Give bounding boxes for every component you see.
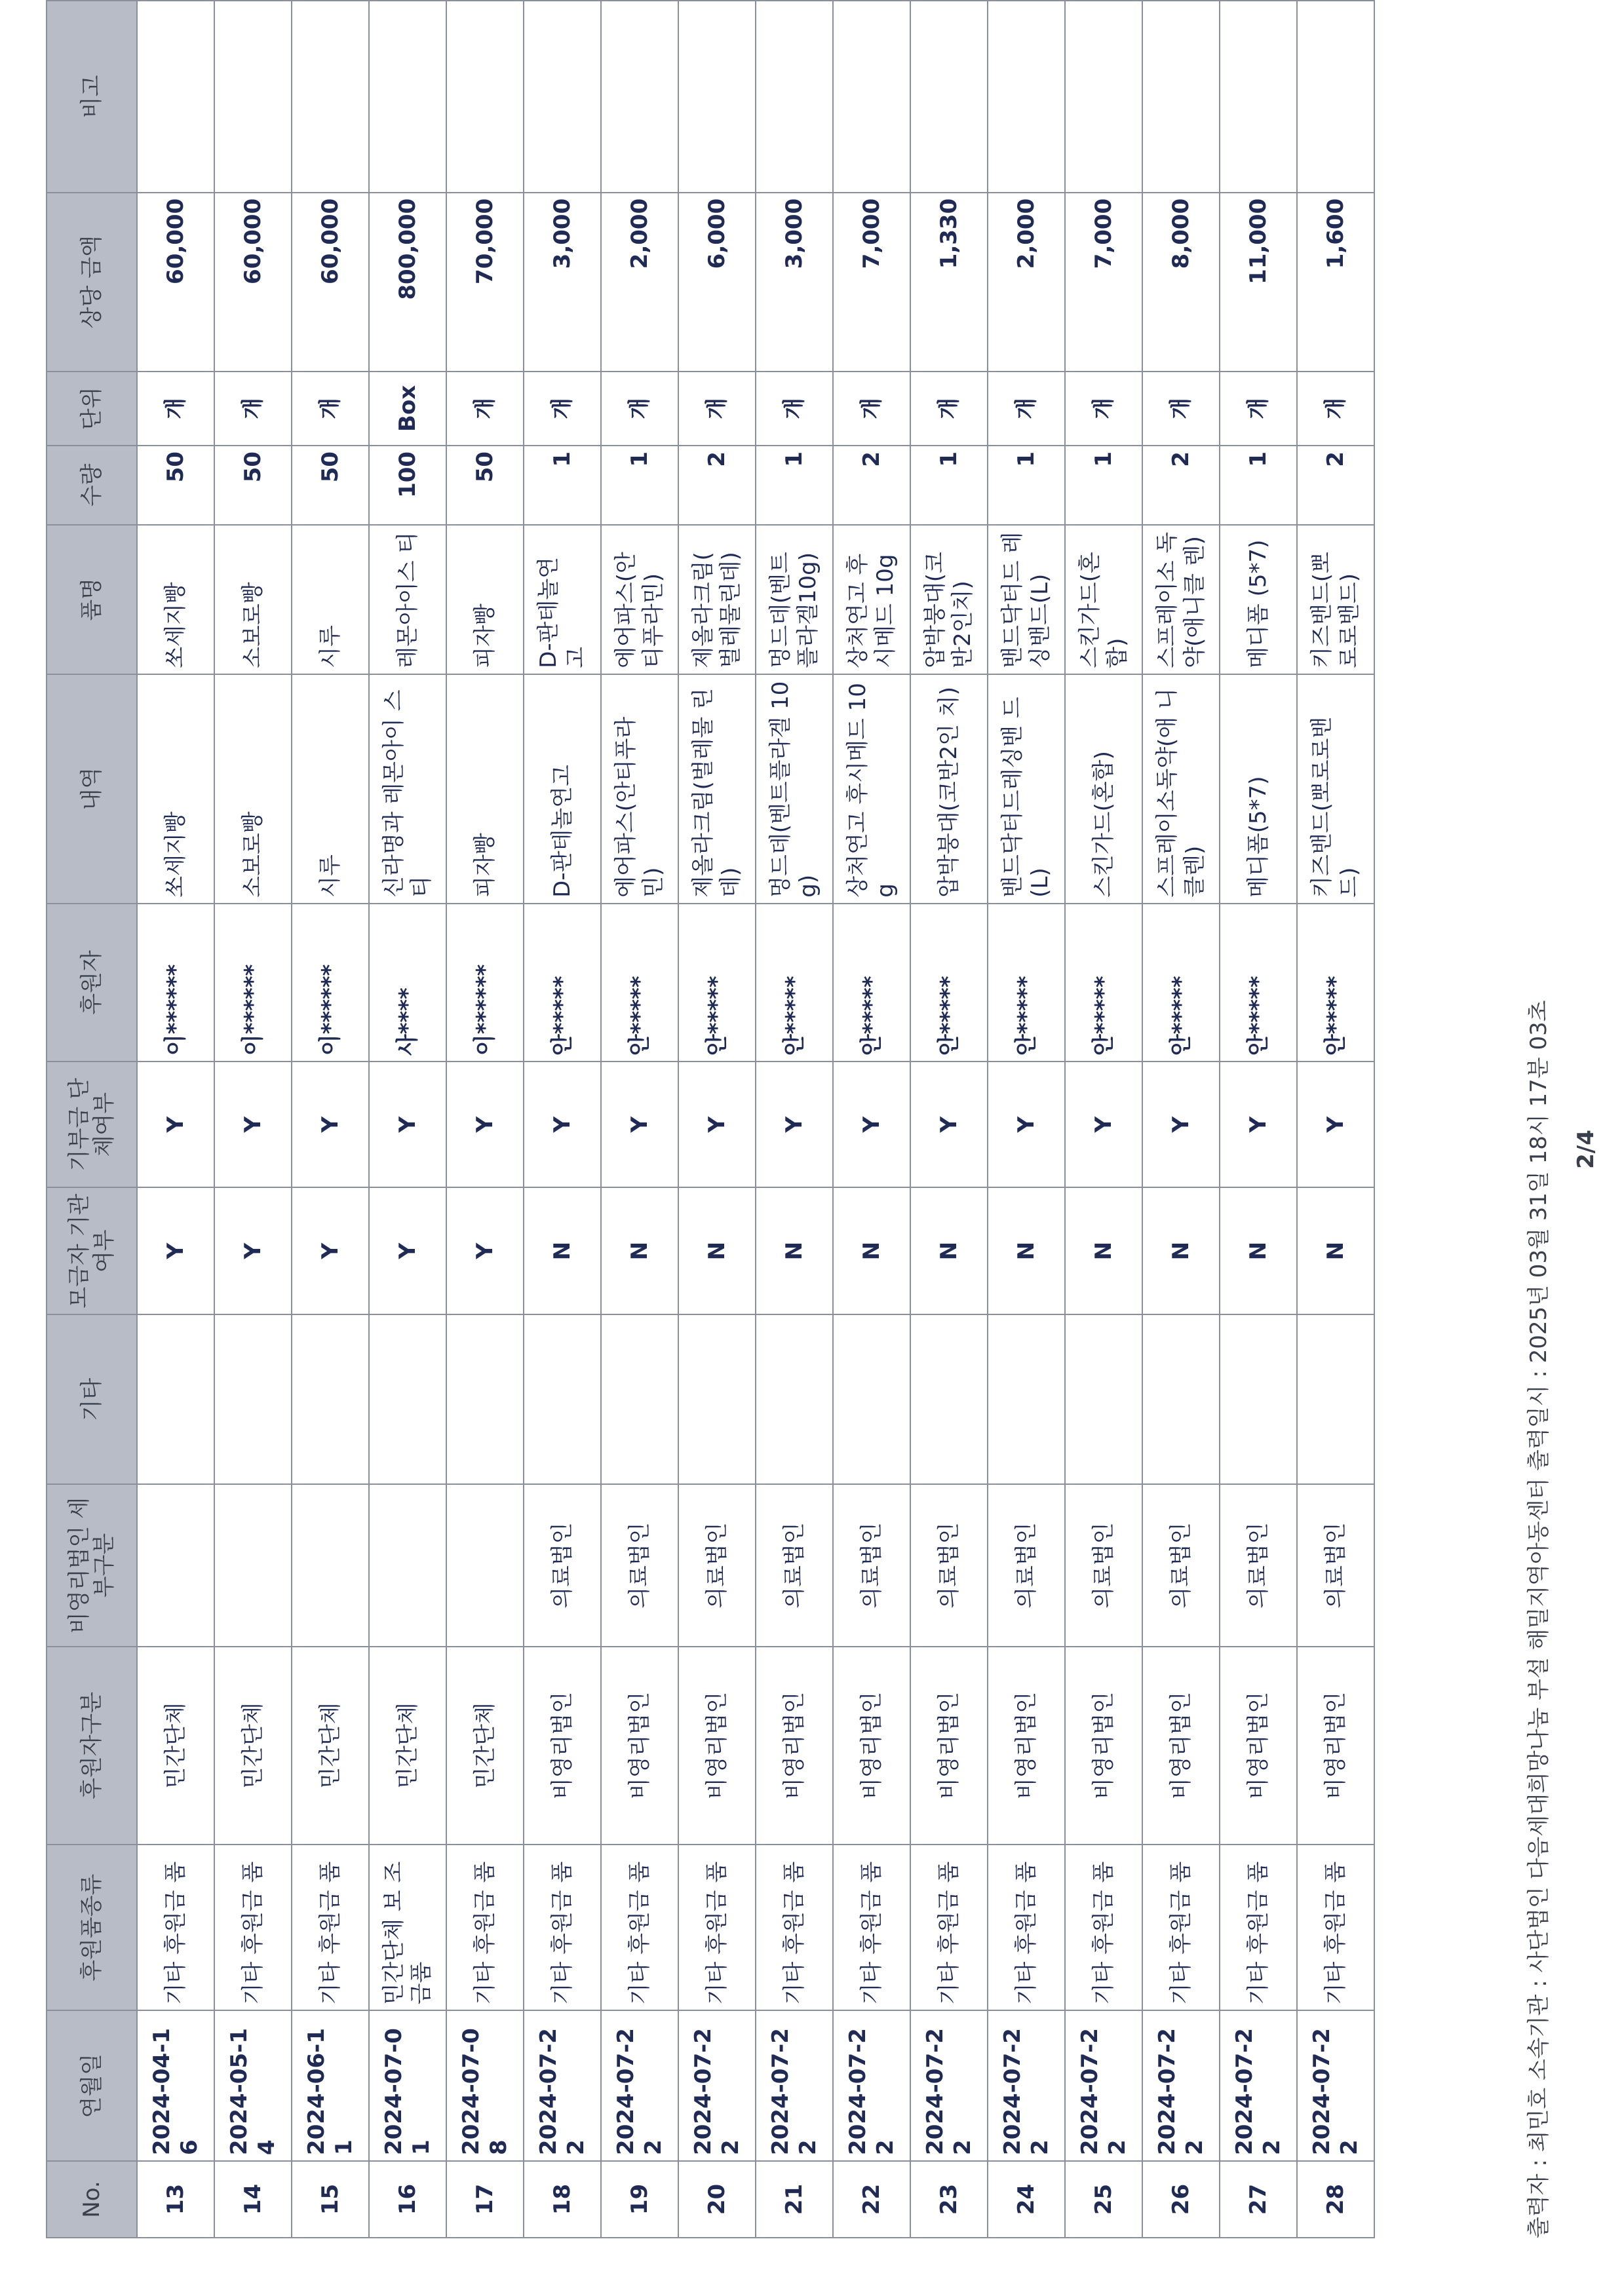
cell-nonprofit-sub: 의료법인 — [1065, 1484, 1142, 1646]
table-header-cell: 수량 — [47, 446, 137, 525]
cell-unit: 개 — [1297, 372, 1374, 446]
cell-date: 2024-07-2 2 — [678, 2010, 756, 2161]
cell-donor-class: 민간단체 — [446, 1647, 524, 1845]
cell-fundraiser: Y — [446, 1187, 524, 1314]
cell-amount: 7,000 — [833, 193, 910, 372]
cell-no: 23 — [910, 2161, 988, 2238]
cell-note — [214, 1, 292, 193]
cell-donor-class: 민간단체 — [214, 1647, 292, 1845]
cell-no: 26 — [1142, 2161, 1220, 2238]
donation-table — [46, 0, 1375, 2238]
table-header-cell: 상당 금액 — [47, 193, 137, 372]
cell-date: 2024-05-1 4 — [214, 2010, 292, 2161]
cell-note — [369, 1, 446, 193]
cell-no: 25 — [1065, 2161, 1142, 2238]
cell-detail: 상처연고 후시메드 10g — [833, 674, 910, 904]
cell-nonprofit-sub — [214, 1484, 292, 1646]
cell-detail: D-판테놀연고 — [524, 674, 601, 904]
cell-donor: 안***** — [1065, 904, 1142, 1062]
cell-no: 27 — [1220, 2161, 1297, 2238]
cell-donor-class: 비영리법인 — [524, 1647, 601, 1845]
cell-unit: 개 — [446, 372, 524, 446]
cell-amount: 8,000 — [1142, 193, 1220, 372]
table-row — [678, 1, 756, 2238]
table-row — [988, 1, 1065, 2238]
cell-donor-class: 비영리법인 — [833, 1647, 910, 1845]
cell-note — [1297, 1, 1374, 193]
cell-item: 상처연고 후 시메드 10g — [833, 525, 910, 674]
cell-item: 압박붕대(코 반2인치) — [910, 525, 988, 674]
cell-note — [678, 1, 756, 193]
cell-unit: 개 — [988, 372, 1065, 446]
cell-detail: 피자빵 — [446, 674, 524, 904]
cell-qty: 50 — [292, 446, 369, 525]
cell-amount: 2,000 — [988, 193, 1065, 372]
cell-donor: 안***** — [910, 904, 988, 1062]
cell-donation-org: Y — [524, 1062, 601, 1187]
cell-detail: 스킨가드(혼합) — [1065, 674, 1142, 904]
cell-detail: 멍드데(벤트플라겔 10g) — [756, 674, 833, 904]
table-header-cell: 후원자구분 — [47, 1647, 137, 1845]
cell-date: 2024-07-2 2 — [1297, 2010, 1374, 2161]
cell-fundraiser: N — [678, 1187, 756, 1314]
cell-item: 제올라크림( 벌레물린데) — [678, 525, 756, 674]
cell-qty: 2 — [1297, 446, 1374, 525]
cell-donor: 안***** — [1142, 904, 1220, 1062]
cell-type: 민간단체 보 조금품 — [369, 1845, 446, 2010]
cell-amount: 1,600 — [1297, 193, 1374, 372]
table-header-cell: 비영리법인 세부구분 — [47, 1484, 137, 1646]
cell-donation-org: Y — [292, 1062, 369, 1187]
cell-qty: 100 — [369, 446, 446, 525]
cell-donor: 안***** — [678, 904, 756, 1062]
cell-etc — [601, 1314, 678, 1484]
table-header-cell: 내역 — [47, 674, 137, 904]
cell-nonprofit-sub: 의료법인 — [1297, 1484, 1374, 1646]
cell-unit: 개 — [833, 372, 910, 446]
table-header-cell: 비고 — [47, 1, 137, 193]
cell-nonprofit-sub: 의료법인 — [601, 1484, 678, 1646]
cell-etc — [1065, 1314, 1142, 1484]
table-header-cell: 후원품종류 — [47, 1845, 137, 2010]
cell-donor-class: 비영리법인 — [1065, 1647, 1142, 1845]
cell-etc — [524, 1314, 601, 1484]
cell-unit: 개 — [756, 372, 833, 446]
cell-etc — [137, 1314, 214, 1484]
cell-no: 28 — [1297, 2161, 1374, 2238]
cell-donor-class: 비영리법인 — [910, 1647, 988, 1845]
cell-donor-class: 비영리법인 — [601, 1647, 678, 1845]
cell-nonprofit-sub: 의료법인 — [756, 1484, 833, 1646]
cell-note — [1065, 1, 1142, 193]
cell-no: 22 — [833, 2161, 910, 2238]
cell-amount: 60,000 — [137, 193, 214, 372]
cell-donation-org: Y — [910, 1062, 988, 1187]
cell-qty: 50 — [214, 446, 292, 525]
table-header-cell: 모금자 기관여부 — [47, 1187, 137, 1314]
cell-nonprofit-sub — [446, 1484, 524, 1646]
cell-amount: 3,000 — [756, 193, 833, 372]
cell-etc — [756, 1314, 833, 1484]
table-row — [833, 1, 910, 2238]
cell-qty: 2 — [1142, 446, 1220, 525]
cell-no: 21 — [756, 2161, 833, 2238]
table-row — [1065, 1, 1142, 2238]
cell-no: 13 — [137, 2161, 214, 2238]
table-row — [1220, 1, 1297, 2238]
table-row — [910, 1, 988, 2238]
cell-fundraiser: Y — [137, 1187, 214, 1314]
cell-nonprofit-sub: 의료법인 — [524, 1484, 601, 1646]
cell-date: 2024-07-0 8 — [446, 2010, 524, 2161]
cell-note — [910, 1, 988, 193]
cell-qty: 2 — [678, 446, 756, 525]
cell-donation-org: Y — [601, 1062, 678, 1187]
cell-amount: 60,000 — [214, 193, 292, 372]
cell-no: 16 — [369, 2161, 446, 2238]
cell-fundraiser: N — [524, 1187, 601, 1314]
cell-detail: 시루 — [292, 674, 369, 904]
cell-type: 기타 후원금 품 — [601, 1845, 678, 2010]
cell-item: 시루 — [292, 525, 369, 674]
cell-detail: 소보로빵 — [214, 674, 292, 904]
cell-donor-class: 민간단체 — [137, 1647, 214, 1845]
cell-donor-class: 비영리법인 — [1297, 1647, 1374, 1845]
cell-qty: 1 — [601, 446, 678, 525]
cell-donor: 안***** — [1297, 904, 1374, 1062]
cell-type: 기타 후원금 품 — [678, 1845, 756, 2010]
table-row — [292, 1, 369, 2238]
cell-date: 2024-07-2 2 — [756, 2010, 833, 2161]
cell-amount: 11,000 — [1220, 193, 1297, 372]
cell-donor: 이****** — [292, 904, 369, 1062]
cell-no: 17 — [446, 2161, 524, 2238]
cell-amount: 6,000 — [678, 193, 756, 372]
cell-donation-org: Y — [833, 1062, 910, 1187]
cell-qty: 1 — [756, 446, 833, 525]
cell-date: 2024-07-2 2 — [1065, 2010, 1142, 2161]
table-row — [601, 1, 678, 2238]
cell-type: 기타 후원금 품 — [833, 1845, 910, 2010]
cell-detail: 메디폼(5*7) — [1220, 674, 1297, 904]
cell-donor: 안***** — [601, 904, 678, 1062]
cell-fundraiser: N — [1065, 1187, 1142, 1314]
table-row — [756, 1, 833, 2238]
cell-unit: 개 — [678, 372, 756, 446]
cell-nonprofit-sub — [369, 1484, 446, 1646]
cell-no: 24 — [988, 2161, 1065, 2238]
cell-amount: 3,000 — [524, 193, 601, 372]
cell-unit: 개 — [214, 372, 292, 446]
table-header-cell: 단위 — [47, 372, 137, 446]
cell-no: 19 — [601, 2161, 678, 2238]
cell-donor: 안***** — [524, 904, 601, 1062]
cell-donor-class: 민간단체 — [369, 1647, 446, 1845]
cell-qty: 50 — [446, 446, 524, 525]
cell-donor-class: 비영리법인 — [1220, 1647, 1297, 1845]
cell-no: 15 — [292, 2161, 369, 2238]
cell-note — [756, 1, 833, 193]
cell-item: 에어파스(안 티푸라민) — [601, 525, 678, 674]
cell-detail: 압박붕대(코반2인 치) — [910, 674, 988, 904]
table-row — [369, 1, 446, 2238]
cell-note — [137, 1, 214, 193]
cell-fundraiser: Y — [292, 1187, 369, 1314]
cell-detail: 쏘세지빵 — [137, 674, 214, 904]
cell-date: 2024-07-2 2 — [1220, 2010, 1297, 2161]
cell-donation-org: Y — [1065, 1062, 1142, 1187]
cell-type: 기타 후원금 품 — [292, 1845, 369, 2010]
cell-date: 2024-07-2 2 — [833, 2010, 910, 2161]
cell-date: 2024-07-2 2 — [988, 2010, 1065, 2161]
cell-etc — [292, 1314, 369, 1484]
cell-etc — [678, 1314, 756, 1484]
cell-donor: 안***** — [988, 904, 1065, 1062]
cell-etc — [988, 1314, 1065, 1484]
cell-item: 소보로빵 — [214, 525, 292, 674]
cell-etc — [1220, 1314, 1297, 1484]
cell-item: D-판테놀연 고 — [524, 525, 601, 674]
cell-date: 2024-07-0 1 — [369, 2010, 446, 2161]
cell-fundraiser: N — [833, 1187, 910, 1314]
table-header-cell: 연월일 — [47, 2010, 137, 2161]
page-number: 2/4 — [1573, 1130, 1599, 1169]
cell-donor: 이****** — [137, 904, 214, 1062]
cell-etc — [446, 1314, 524, 1484]
cell-item: 스킨가드(혼 합) — [1065, 525, 1142, 674]
cell-item: 쏘세지빵 — [137, 525, 214, 674]
cell-nonprofit-sub: 의료법인 — [988, 1484, 1065, 1646]
cell-detail: 밴드닥터드레싱밴 드(L) — [988, 674, 1065, 904]
cell-donation-org: Y — [756, 1062, 833, 1187]
cell-etc — [1297, 1314, 1374, 1484]
cell-donor-class: 비영리법인 — [1142, 1647, 1220, 1845]
cell-donation-org: Y — [1142, 1062, 1220, 1187]
cell-type: 기타 후원금 품 — [1142, 1845, 1220, 2010]
cell-item: 밴드닥터드 레싱밴드(L) — [988, 525, 1065, 674]
cell-qty: 1 — [1065, 446, 1142, 525]
cell-nonprofit-sub: 의료법인 — [833, 1484, 910, 1646]
cell-no: 20 — [678, 2161, 756, 2238]
cell-detail: 에어파스(안티푸라 민) — [601, 674, 678, 904]
cell-amount: 1,330 — [910, 193, 988, 372]
table-header-row — [47, 1, 137, 2238]
cell-etc — [369, 1314, 446, 1484]
cell-item: 레몬아이스 티 — [369, 525, 446, 674]
cell-donation-org: Y — [678, 1062, 756, 1187]
table-header-cell: 후원자 — [47, 904, 137, 1062]
cell-type: 기타 후원금 품 — [446, 1845, 524, 2010]
cell-unit: Box — [369, 372, 446, 446]
cell-amount: 2,000 — [601, 193, 678, 372]
cell-nonprofit-sub: 의료법인 — [910, 1484, 988, 1646]
cell-unit: 개 — [1220, 372, 1297, 446]
cell-date: 2024-07-2 2 — [601, 2010, 678, 2161]
cell-donor: 이****** — [214, 904, 292, 1062]
cell-fundraiser: N — [910, 1187, 988, 1314]
cell-detail: 키즈밴드(뽀로로밴 드) — [1297, 674, 1374, 904]
cell-unit: 개 — [1065, 372, 1142, 446]
cell-donor: 안***** — [1220, 904, 1297, 1062]
cell-note — [1142, 1, 1220, 193]
cell-etc — [1142, 1314, 1220, 1484]
cell-fundraiser: N — [1142, 1187, 1220, 1314]
cell-unit: 개 — [524, 372, 601, 446]
cell-item: 스프레이소 독약(애니클 렌) — [1142, 525, 1220, 674]
cell-date: 2024-04-1 6 — [137, 2010, 214, 2161]
cell-note — [833, 1, 910, 193]
cell-donation-org: Y — [988, 1062, 1065, 1187]
cell-donation-org: Y — [369, 1062, 446, 1187]
cell-note — [446, 1, 524, 193]
cell-type: 기타 후원금 품 — [137, 1845, 214, 2010]
cell-fundraiser: N — [756, 1187, 833, 1314]
cell-type: 기타 후원금 품 — [910, 1845, 988, 2010]
cell-nonprofit-sub — [292, 1484, 369, 1646]
cell-donation-org: Y — [1220, 1062, 1297, 1187]
cell-unit: 개 — [601, 372, 678, 446]
cell-type: 기타 후원금 품 — [1297, 1845, 1374, 2010]
table-row — [1297, 1, 1374, 2238]
cell-fundraiser: N — [601, 1187, 678, 1314]
cell-qty: 2 — [833, 446, 910, 525]
table-row — [446, 1, 524, 2238]
table-header-cell: 품명 — [47, 525, 137, 674]
cell-item: 메디폼 (5*7) — [1220, 525, 1297, 674]
cell-type: 기타 후원금 품 — [214, 1845, 292, 2010]
cell-donor-class: 민간단체 — [292, 1647, 369, 1845]
cell-qty: 1 — [524, 446, 601, 525]
cell-donor: 안***** — [833, 904, 910, 1062]
cell-nonprofit-sub: 의료법인 — [678, 1484, 756, 1646]
table-header-cell: 기타 — [47, 1314, 137, 1484]
cell-qty: 1 — [1220, 446, 1297, 525]
cell-nonprofit-sub: 의료법인 — [1220, 1484, 1297, 1646]
cell-item: 키즈밴드(뽀 로로밴드) — [1297, 525, 1374, 674]
cell-etc — [910, 1314, 988, 1484]
cell-qty: 1 — [910, 446, 988, 525]
cell-note — [1220, 1, 1297, 193]
cell-fundraiser: N — [988, 1187, 1065, 1314]
cell-qty: 50 — [137, 446, 214, 525]
cell-nonprofit-sub — [137, 1484, 214, 1646]
cell-donor: 이****** — [446, 904, 524, 1062]
print-footer: 출력자 : 최민호 소속기관 : 사단법인 다음세대희망나눔 부설 해밀지역아동센터 출력일시 : 2025년 03월 31일 18시 17분 03초 — [1526, 1000, 1552, 2238]
cell-etc — [833, 1314, 910, 1484]
cell-item: 피자빵 — [446, 525, 524, 674]
cell-fundraiser: Y — [369, 1187, 446, 1314]
cell-donor-class: 비영리법인 — [988, 1647, 1065, 1845]
cell-amount: 7,000 — [1065, 193, 1142, 372]
cell-amount: 800,000 — [369, 193, 446, 372]
cell-qty: 1 — [988, 446, 1065, 525]
table-row — [214, 1, 292, 2238]
cell-date: 2024-07-2 2 — [524, 2010, 601, 2161]
cell-date: 2024-07-2 2 — [910, 2010, 988, 2161]
cell-detail: 신라명과 레몬아이 스티 — [369, 674, 446, 904]
cell-type: 기타 후원금 품 — [756, 1845, 833, 2010]
cell-donor-class: 비영리법인 — [678, 1647, 756, 1845]
cell-note — [524, 1, 601, 193]
cell-type: 기타 후원금 품 — [1220, 1845, 1297, 2010]
cell-donor: 사**** — [369, 904, 446, 1062]
cell-donation-org: Y — [137, 1062, 214, 1187]
cell-unit: 개 — [1142, 372, 1220, 446]
cell-note — [988, 1, 1065, 193]
cell-donor: 안***** — [756, 904, 833, 1062]
cell-detail: 제올라크림(벌레물 린데) — [678, 674, 756, 904]
table-row — [1142, 1, 1220, 2238]
cell-donor-class: 비영리법인 — [756, 1647, 833, 1845]
table-header-cell: 기부금 단체여부 — [47, 1062, 137, 1187]
cell-fundraiser: Y — [214, 1187, 292, 1314]
table-row — [524, 1, 601, 2238]
cell-unit: 개 — [292, 372, 369, 446]
cell-detail: 스프레이소독약(애 니클렌) — [1142, 674, 1220, 904]
cell-nonprofit-sub: 의료법인 — [1142, 1484, 1220, 1646]
cell-no: 14 — [214, 2161, 292, 2238]
cell-fundraiser: N — [1297, 1187, 1374, 1314]
cell-date: 2024-07-2 2 — [1142, 2010, 1220, 2161]
table-header-cell: No. — [47, 2161, 137, 2238]
cell-note — [292, 1, 369, 193]
cell-donation-org: Y — [446, 1062, 524, 1187]
cell-item: 멍드데(벤트 플라겔10g) — [756, 525, 833, 674]
cell-etc — [214, 1314, 292, 1484]
cell-type: 기타 후원금 품 — [988, 1845, 1065, 2010]
cell-date: 2024-06-1 1 — [292, 2010, 369, 2161]
cell-fundraiser: N — [1220, 1187, 1297, 1314]
cell-no: 18 — [524, 2161, 601, 2238]
cell-donation-org: Y — [214, 1062, 292, 1187]
cell-amount: 70,000 — [446, 193, 524, 372]
cell-type: 기타 후원금 품 — [1065, 1845, 1142, 2010]
cell-note — [601, 1, 678, 193]
cell-unit: 개 — [910, 372, 988, 446]
table-row — [137, 1, 214, 2238]
cell-unit: 개 — [137, 372, 214, 446]
cell-amount: 60,000 — [292, 193, 369, 372]
cell-type: 기타 후원금 품 — [524, 1845, 601, 2010]
cell-donation-org: Y — [1297, 1062, 1374, 1187]
